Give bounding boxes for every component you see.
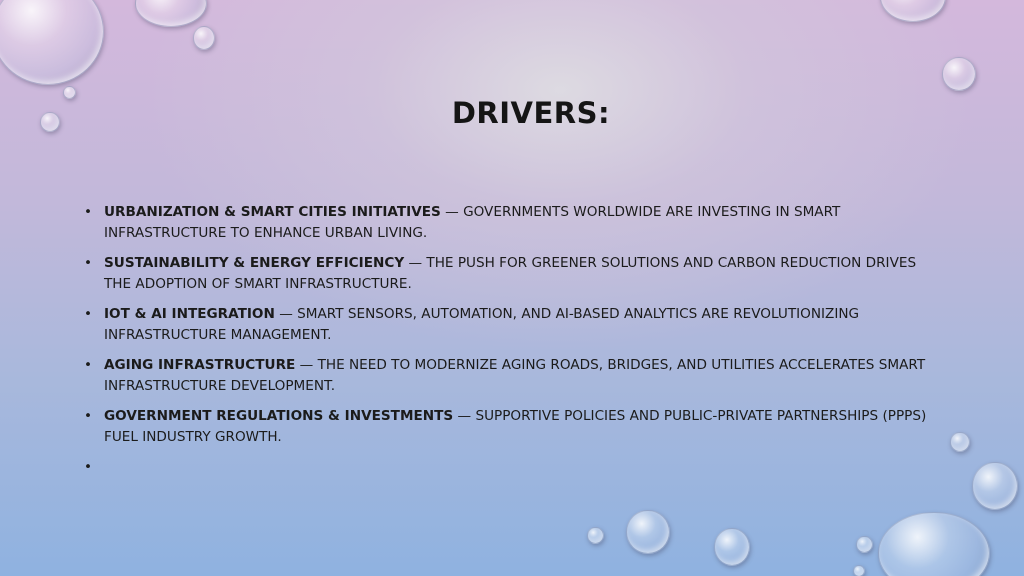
- bullet-text: — THE PUSH FOR GREENER SOLUTIONS AND CARBON REDUCTION DRIVES THE ADOPTION OF SMART INFRASTRUCTURE.: [104, 255, 917, 292]
- bullet-heading: SUSTAINABILITY & ENERGY EFFICIENCY: [104, 255, 405, 271]
- slide-title: DRIVERS:: [451, 96, 611, 130]
- water-droplet-icon: [950, 432, 970, 452]
- bullet-item: [82, 304, 942, 346]
- water-droplet-icon: [972, 462, 1018, 510]
- bullet-heading: URBANIZATION & SMART CITIES INITIATIVES: [104, 204, 441, 220]
- water-droplet-icon: [587, 527, 604, 544]
- bullet-item-empty: [82, 457, 942, 478]
- bullet-marker: •: [84, 204, 93, 220]
- water-droplet-icon: [0, 0, 104, 85]
- water-droplet-icon: [856, 536, 873, 553]
- water-droplet-icon: [714, 528, 750, 566]
- bullet-heading: GOVERNMENT REGULATIONS & INVESTMENTS: [104, 408, 454, 424]
- bullet-text: — SMART SENSORS, AUTOMATION, AND AI-BASED ANALYTICS ARE REVOLUTIONIZING INFRASTRUCTURE MANAGEMENT.: [104, 306, 860, 343]
- water-droplet-icon: [880, 0, 946, 22]
- bullet-item: [82, 202, 942, 244]
- bullet-marker: •: [84, 255, 93, 271]
- water-droplet-icon: [878, 512, 990, 576]
- bullet-list: [82, 202, 942, 487]
- bullet-heading: IOT & AI INTEGRATION: [104, 306, 275, 322]
- bullet-item: [82, 406, 942, 448]
- bullet-marker: •: [84, 306, 93, 322]
- bullet-text: — GOVERNMENTS WORLDWIDE ARE INVESTING IN SMART INFRASTRUCTURE TO ENHANCE URBAN LIVING.: [104, 204, 841, 241]
- bullet-marker: •: [84, 459, 93, 475]
- water-droplet-icon: [135, 0, 207, 27]
- bullet-text: — SUPPORTIVE POLICIES AND PUBLIC-PRIVATE PARTNERSHIPS (PPPS) FUEL INDUSTRY GROWTH.: [104, 408, 927, 445]
- bullet-marker: •: [84, 357, 93, 373]
- water-droplet-icon: [626, 510, 670, 554]
- water-droplet-icon: [853, 565, 865, 576]
- water-droplet-icon: [942, 57, 976, 91]
- bullet-item: [82, 355, 942, 397]
- bullet-marker: •: [84, 408, 93, 424]
- bullet-item: [82, 253, 942, 295]
- water-droplet-icon: [193, 26, 215, 50]
- bullet-heading: AGING INFRASTRUCTURE: [104, 357, 296, 373]
- bullet-text: — THE NEED TO MODERNIZE AGING ROADS, BRIDGES, AND UTILITIES ACCELERATES SMART INFRASTRUCTURE DEVELOPMENT.: [104, 357, 926, 394]
